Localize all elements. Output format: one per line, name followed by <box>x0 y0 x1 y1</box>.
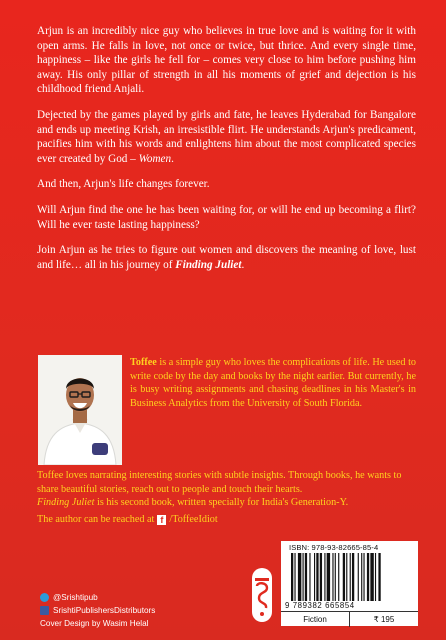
blurb-paragraph-1: Arjun is an incredibly nice guy who believes in true love and is waiting for it with open arms. He falls in love, not once or twice, but thrice. And every single time, happiness – like the girls he fell for – comes very close to him before pushing him away. His only pillar of strength in all his moments of grief and dejection is his childhood friend Anjali. <box>37 25 416 96</box>
author-bio-2: Toffee loves narrating interesting stories with subtle insights. Through books, he wants to share beautiful stories, reach out to people and touch their hearts. <box>37 470 402 495</box>
genre-label: Fiction <box>281 612 350 627</box>
twitter-icon <box>40 593 49 602</box>
author-contact-handle: /ToffeeIdiot <box>169 514 218 525</box>
facebook-handle: SrishtiPublishersDistributors <box>53 606 156 615</box>
blurb-p5-text: Join Arjun as he tries to figure out women and discovers the meaning of love, lust and life… all in his journey of <box>37 244 416 271</box>
author-bio-text: is a simple guy who loves the complications of life. He used to write code by the day and books by the night earlier. But currently, he is busy writing assignments and chasing deadlines in his Master's in Business Analytics from the University of South Florida. <box>130 357 416 409</box>
author-bio-3-title: Finding Juliet <box>37 497 95 509</box>
barcode-number: 9 789382 665854 <box>285 601 355 610</box>
author-bio-3-text: is his second book, written specially for India's Generation-Y. <box>94 497 349 509</box>
author-bio-extended <box>37 469 417 510</box>
author-name: Toffee <box>130 357 157 368</box>
author-photo <box>38 355 122 465</box>
blurb-p2-text: Dejected by the games played by girls and fate, he leaves Hyderabad for Bangalore and ends up meeting Krish, an irresistible flirt. He understands Arjun's predicament, pacifies him with his words and enlightens him about the most complicated species ever created by God – <box>37 108 416 165</box>
publisher-logo <box>252 568 272 622</box>
price-label: ₹ 195 <box>373 615 395 624</box>
blurb-paragraph-4: Will Arjun find the one he has been waiting for, or will he end up becoming a flirt? Will he ever taste lasting happiness? <box>37 203 416 231</box>
blurb-paragraph-2 <box>37 108 416 166</box>
book-blurb <box>37 24 416 283</box>
blurb-p5-end: . <box>241 258 245 271</box>
author-bio-3 <box>37 496 417 510</box>
publisher-social <box>40 591 240 630</box>
twitter-handle: @Srishtipub <box>53 593 98 602</box>
blurb-p5-title: Finding Juliet <box>175 258 242 271</box>
isbn-label: ISBN: 978-93-82665-85-4 <box>289 543 379 552</box>
facebook-icon: f <box>157 515 166 525</box>
blurb-paragraph-3: And then, Arjun's life changes forever. <box>37 178 210 191</box>
author-contact <box>37 514 417 525</box>
author-bio <box>130 356 416 410</box>
barcode-panel <box>281 541 418 626</box>
price-row <box>281 611 418 627</box>
barcode <box>289 553 409 601</box>
facebook-row <box>40 604 240 617</box>
cover-credit-row <box>40 617 240 630</box>
facebook-icon <box>40 606 49 615</box>
twitter-row <box>40 591 240 604</box>
blurb-paragraph-5 <box>37 243 416 272</box>
cover-design-credit: Cover Design by Wasim Helal <box>40 619 149 628</box>
blurb-p2-end: . <box>171 152 174 165</box>
author-contact-label: The author can be reached at <box>37 514 155 525</box>
blurb-p2-italic: Women <box>138 152 172 165</box>
